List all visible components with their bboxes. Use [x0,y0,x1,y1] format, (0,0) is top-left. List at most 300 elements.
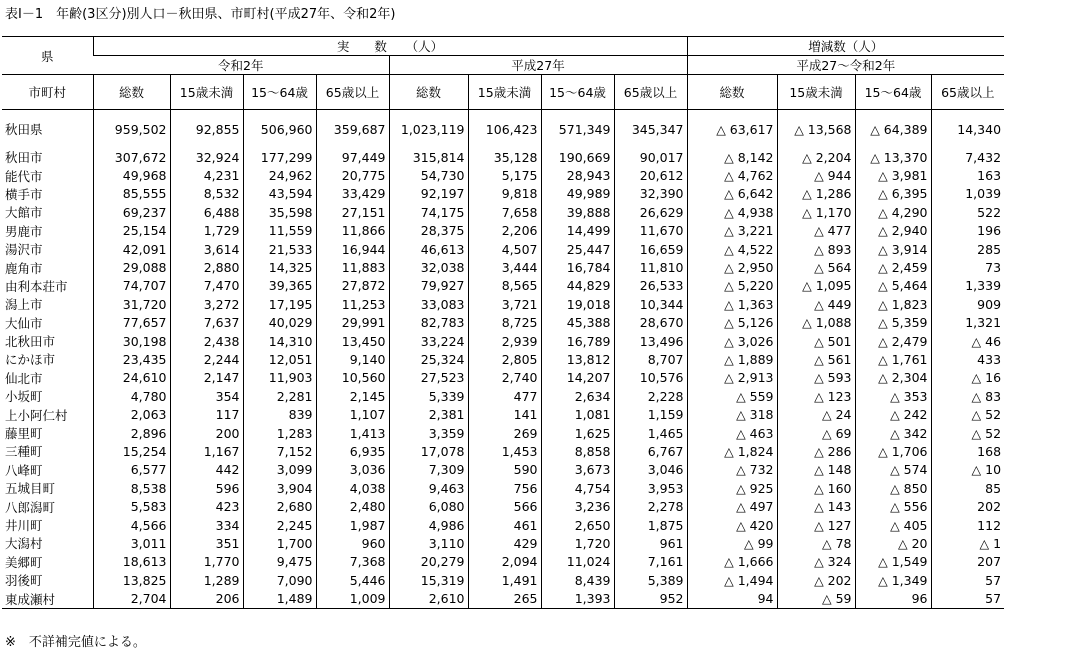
cell: 26,533 [614,277,687,295]
cell: 8,725 [468,314,541,332]
cell: △ 1,494 [687,571,777,589]
cell: 16,784 [541,258,614,276]
cell: 31,720 [93,295,170,313]
cell: △ 2,940 [855,222,931,240]
col-15to64: 15～64歳 [243,75,316,110]
cell: △ 463 [687,424,777,442]
cell: 17,078 [389,442,468,460]
cell: 1,700 [243,534,316,552]
cell: △ 925 [687,479,777,497]
cell: 285 [931,240,1004,258]
cell: 3,721 [468,295,541,313]
cell: △ 143 [777,497,855,515]
cell: △ 3,914 [855,240,931,258]
col-65plus: 65歳以上 [931,75,1004,110]
table-row [2,148,1004,166]
cell: 25,447 [541,240,614,258]
cell: 1,729 [170,222,243,240]
cell: 3,036 [316,461,389,479]
cell: △ 593 [777,369,855,387]
cell: 92,855 [170,110,243,149]
cell: △ 2,479 [855,332,931,350]
cell: 25,154 [93,222,170,240]
cell: △ 5,220 [687,277,777,295]
row-name: 東成瀬村 [2,589,93,608]
cell: 4,566 [93,516,170,534]
cell: 2,145 [316,387,389,405]
cell: △ 64,389 [855,110,931,149]
cell: 5,446 [316,571,389,589]
cell: 7,309 [389,461,468,479]
cell: △ 4,762 [687,166,777,184]
cell: 94 [687,589,777,608]
cell: 23,435 [93,350,170,368]
table-row [2,314,1004,332]
cell: △ 1,095 [777,277,855,295]
cell: 117 [170,405,243,423]
cell: △ 574 [855,461,931,479]
cell: △ 1,088 [777,314,855,332]
cell: 1,009 [316,589,389,608]
cell: 1,770 [170,553,243,571]
cell: 3,673 [541,461,614,479]
cell: 1,491 [468,571,541,589]
cell: △ 342 [855,424,931,442]
cell: △ 564 [777,258,855,276]
cell: 206 [170,589,243,608]
col-under15: 15歳未満 [468,75,541,110]
cell: 961 [614,534,687,552]
cell: 11,883 [316,258,389,276]
row-name: 上小阿仁村 [5,407,68,423]
cell: 6,935 [316,442,389,460]
cell: 1,159 [614,405,687,423]
cell: △ 52 [931,424,1004,442]
cell: 207 [931,553,1004,571]
cell: 4,780 [93,387,170,405]
cell: 7,658 [468,203,541,221]
cell: 442 [170,461,243,479]
table-row [2,240,1004,258]
cell: △ 148 [777,461,855,479]
rowhead-city: 市町村 [2,75,93,110]
table-row [2,222,1004,240]
cell: △ 10 [931,461,1004,479]
cell: △ 501 [777,332,855,350]
cell: 177,299 [243,148,316,166]
cell: 1,875 [614,516,687,534]
cell: 2,381 [389,405,468,423]
cell: 1,321 [931,314,1004,332]
table-row [2,405,1004,423]
cell: △ 556 [855,497,931,515]
cell: 7,161 [614,553,687,571]
cell: △ 1,286 [777,185,855,203]
cell: 1,465 [614,424,687,442]
cell: 15,254 [93,442,170,460]
cell: 9,475 [243,553,316,571]
cell: 33,429 [316,185,389,203]
table-row [2,166,1004,184]
cell: 3,953 [614,479,687,497]
cell: 74,707 [93,277,170,295]
cell: 7,432 [931,148,1004,166]
row-name: 北秋田市 [5,334,56,350]
cell: 112 [931,516,1004,534]
row-name: 大仙市 [5,315,43,331]
cell: △ 63,617 [687,110,777,149]
cell: 1,625 [541,424,614,442]
cell: 28,375 [389,222,468,240]
cell: 307,672 [93,148,170,166]
cell: △ 202 [777,571,855,589]
cell: 952 [614,589,687,608]
cell: 24,962 [243,166,316,184]
cell: 1,107 [316,405,389,423]
cell: 106,423 [468,110,541,149]
cell: 14,310 [243,332,316,350]
cell: 28,943 [541,166,614,184]
cell: 16,944 [316,240,389,258]
cell: △ 59 [777,589,855,608]
table-row [2,553,1004,571]
group-actual: 実 数 （人） [93,37,687,56]
cell: 1,393 [541,589,614,608]
row-name: 横手市 [5,186,43,202]
cell: △ 732 [687,461,777,479]
cell: △ 477 [777,222,855,240]
cell: 10,344 [614,295,687,313]
cell: △ 559 [687,387,777,405]
cell: 2,228 [614,387,687,405]
cell: 8,439 [541,571,614,589]
cell: 11,670 [614,222,687,240]
cell: 2,147 [170,369,243,387]
row-name: 男鹿市 [5,223,43,239]
cell: 77,657 [93,314,170,332]
cell: △ 52 [931,405,1004,423]
col-total: 総数 [93,75,170,110]
row-name: 大館市 [5,205,43,221]
cell: 57 [931,589,1004,608]
cell: 265 [468,589,541,608]
row-name: 能代市 [5,168,43,184]
cell: 3,099 [243,461,316,479]
cell: 21,533 [243,240,316,258]
cell: 33,083 [389,295,468,313]
cell: 7,090 [243,571,316,589]
cell: 6,577 [93,461,170,479]
table-row [2,350,1004,368]
cell: 269 [468,424,541,442]
cell: 11,559 [243,222,316,240]
col-under15: 15歳未満 [170,75,243,110]
cell: 13,825 [93,571,170,589]
cell: △ 20 [855,534,931,552]
cell: 20,775 [316,166,389,184]
col-65plus: 65歳以上 [316,75,389,110]
cell: 2,680 [243,497,316,515]
cell: 11,253 [316,295,389,313]
cell: △ 1,889 [687,350,777,368]
cell: 6,080 [389,497,468,515]
cell: 590 [468,461,541,479]
cell: 3,444 [468,258,541,276]
cell: 25,324 [389,350,468,368]
cell: 29,088 [93,258,170,276]
cell: 13,812 [541,350,614,368]
cell: 42,091 [93,240,170,258]
table-row [2,516,1004,534]
row-name: 潟上市 [5,297,43,313]
cell: 5,339 [389,387,468,405]
cell: 141 [468,405,541,423]
cell: 10,576 [614,369,687,387]
cell: 85,555 [93,185,170,203]
cell: 73 [931,258,1004,276]
cell: 506,960 [243,110,316,149]
table-row [2,442,1004,460]
cell: 2,896 [93,424,170,442]
cell: 13,450 [316,332,389,350]
cell: 1,413 [316,424,389,442]
cell: 2,480 [316,497,389,515]
cell: △ 318 [687,405,777,423]
cell: 3,011 [93,534,170,552]
cell: △ 3,981 [855,166,931,184]
cell: △ 4,290 [855,203,931,221]
cell: △ 127 [777,516,855,534]
col-total: 総数 [389,75,468,110]
row-name: 羽後町 [5,573,43,589]
cell: 18,613 [93,553,170,571]
cell: △ 1,666 [687,553,777,571]
cell: 2,278 [614,497,687,515]
row-name: 仙北市 [5,370,43,386]
cell: 39,888 [541,203,614,221]
cell: 13,496 [614,332,687,350]
cell: 9,463 [389,479,468,497]
cell: 2,438 [170,332,243,350]
cell: △ 944 [777,166,855,184]
cell: 168 [931,442,1004,460]
cell: 1,167 [170,442,243,460]
cell: △ 8,142 [687,148,777,166]
cell: 960 [316,534,389,552]
cell: △ 13,568 [777,110,855,149]
cell: 20,279 [389,553,468,571]
cell: 49,989 [541,185,614,203]
cell: 423 [170,497,243,515]
cell: 2,610 [389,589,468,608]
cell: 1,987 [316,516,389,534]
cell: 429 [468,534,541,552]
cell: 16,789 [541,332,614,350]
cell: 33,224 [389,332,468,350]
cell: 8,858 [541,442,614,460]
cell: 46,613 [389,240,468,258]
cell: △ 78 [777,534,855,552]
cell: 14,340 [931,110,1004,149]
cell: 4,507 [468,240,541,258]
cell: 11,866 [316,222,389,240]
row-name: 八峰町 [5,462,43,478]
cell: △ 123 [777,387,855,405]
cell: 522 [931,203,1004,221]
cell: 4,986 [389,516,468,534]
cell: △ 83 [931,387,1004,405]
row-name: にかほ市 [5,352,56,368]
cell: 461 [468,516,541,534]
cell: 8,538 [93,479,170,497]
cell: △ 99 [687,534,777,552]
cell: 27,523 [389,369,468,387]
cell: 32,390 [614,185,687,203]
cell: 566 [468,497,541,515]
cell: △ 850 [855,479,931,497]
cell: 4,231 [170,166,243,184]
cell: 9,818 [468,185,541,203]
cell: 3,359 [389,424,468,442]
cell: 163 [931,166,1004,184]
cell: 2,063 [93,405,170,423]
cell: 1,489 [243,589,316,608]
table-row [2,369,1004,387]
cell: △ 353 [855,387,931,405]
table-row [2,479,1004,497]
cell: 909 [931,295,1004,313]
cell: 29,991 [316,314,389,332]
cell: 190,669 [541,148,614,166]
col-65plus: 65歳以上 [614,75,687,110]
cell: 97,449 [316,148,389,166]
cell: 571,349 [541,110,614,149]
cell: 2,245 [243,516,316,534]
table-title: 表Ⅰ－1 年齢(3区分)別人口－秋田県、市町村(平成27年、令和2年) [5,7,396,22]
cell: 26,629 [614,203,687,221]
cell: 45,388 [541,314,614,332]
cell: 14,499 [541,222,614,240]
sub-r2: 令和2年 [93,56,389,75]
cell: 1,023,119 [389,110,468,149]
cell: 8,707 [614,350,687,368]
cell: 3,236 [541,497,614,515]
cell: 11,903 [243,369,316,387]
cell: 2,740 [468,369,541,387]
cell: △ 1,706 [855,442,931,460]
cell: △ 1,170 [777,203,855,221]
cell: △ 4,522 [687,240,777,258]
cell: 32,038 [389,258,468,276]
cell: 43,594 [243,185,316,203]
cell: 17,195 [243,295,316,313]
cell: 96 [855,589,931,608]
cell: 1,289 [170,571,243,589]
cell: 6,767 [614,442,687,460]
row-name: 八郎潟町 [5,499,56,515]
cell: 202 [931,497,1004,515]
table-row [2,258,1004,276]
cell: 315,814 [389,148,468,166]
cell: 1,081 [541,405,614,423]
cell: △ 2,204 [777,148,855,166]
cell: 8,532 [170,185,243,203]
table-row-prefecture [2,110,1004,149]
cell: 9,140 [316,350,389,368]
cell: 359,687 [316,110,389,149]
cell: 7,470 [170,277,243,295]
cell: △ 6,642 [687,185,777,203]
cell: 196 [931,222,1004,240]
row-name: 小坂町 [5,389,43,405]
cell: 1,039 [931,185,1004,203]
cell: 24,610 [93,369,170,387]
cell: 69,237 [93,203,170,221]
cell: 3,614 [170,240,243,258]
cell: 1,283 [243,424,316,442]
cell: 85 [931,479,1004,497]
cell: 7,368 [316,553,389,571]
cell: 334 [170,516,243,534]
cell: 28,670 [614,314,687,332]
cell: 959,502 [93,110,170,149]
cell: △ 1,823 [855,295,931,313]
row-name: 三種町 [5,444,43,460]
col-15to64: 15～64歳 [541,75,614,110]
cell: 5,583 [93,497,170,515]
row-name: 由利本荘市 [5,278,68,294]
col-under15: 15歳未満 [777,75,855,110]
cell: △ 69 [777,424,855,442]
cell: 14,207 [541,369,614,387]
table-row [2,203,1004,221]
row-name: 井川町 [5,518,43,533]
cell: 3,904 [243,479,316,497]
cell: △ 2,913 [687,369,777,387]
cell: 5,389 [614,571,687,589]
sub-h27: 平成27年 [389,56,687,75]
cell: 596 [170,479,243,497]
cell: △ 1 [931,534,1004,552]
cell: 1,339 [931,277,1004,295]
cell: 477 [468,387,541,405]
cell: △ 286 [777,442,855,460]
rowhead-pref: 県 [2,37,93,75]
cell: 57 [931,571,1004,589]
cell: △ 160 [777,479,855,497]
cell: 82,783 [389,314,468,332]
cell: 351 [170,534,243,552]
footnote: ※ 不詳補完値による。 [5,635,146,650]
cell: △ 5,126 [687,314,777,332]
cell: 1,453 [468,442,541,460]
table-row [2,387,1004,405]
cell: 1,720 [541,534,614,552]
table-row [2,332,1004,350]
col-total: 総数 [687,75,777,110]
cell: 8,565 [468,277,541,295]
cell: 3,272 [170,295,243,313]
cell: △ 5,359 [855,314,931,332]
cell: 4,754 [541,479,614,497]
cell: 27,151 [316,203,389,221]
cell: △ 324 [777,553,855,571]
cell: △ 46 [931,332,1004,350]
cell: 39,365 [243,277,316,295]
cell: 5,175 [468,166,541,184]
cell: 14,325 [243,258,316,276]
table-row [2,534,1004,552]
